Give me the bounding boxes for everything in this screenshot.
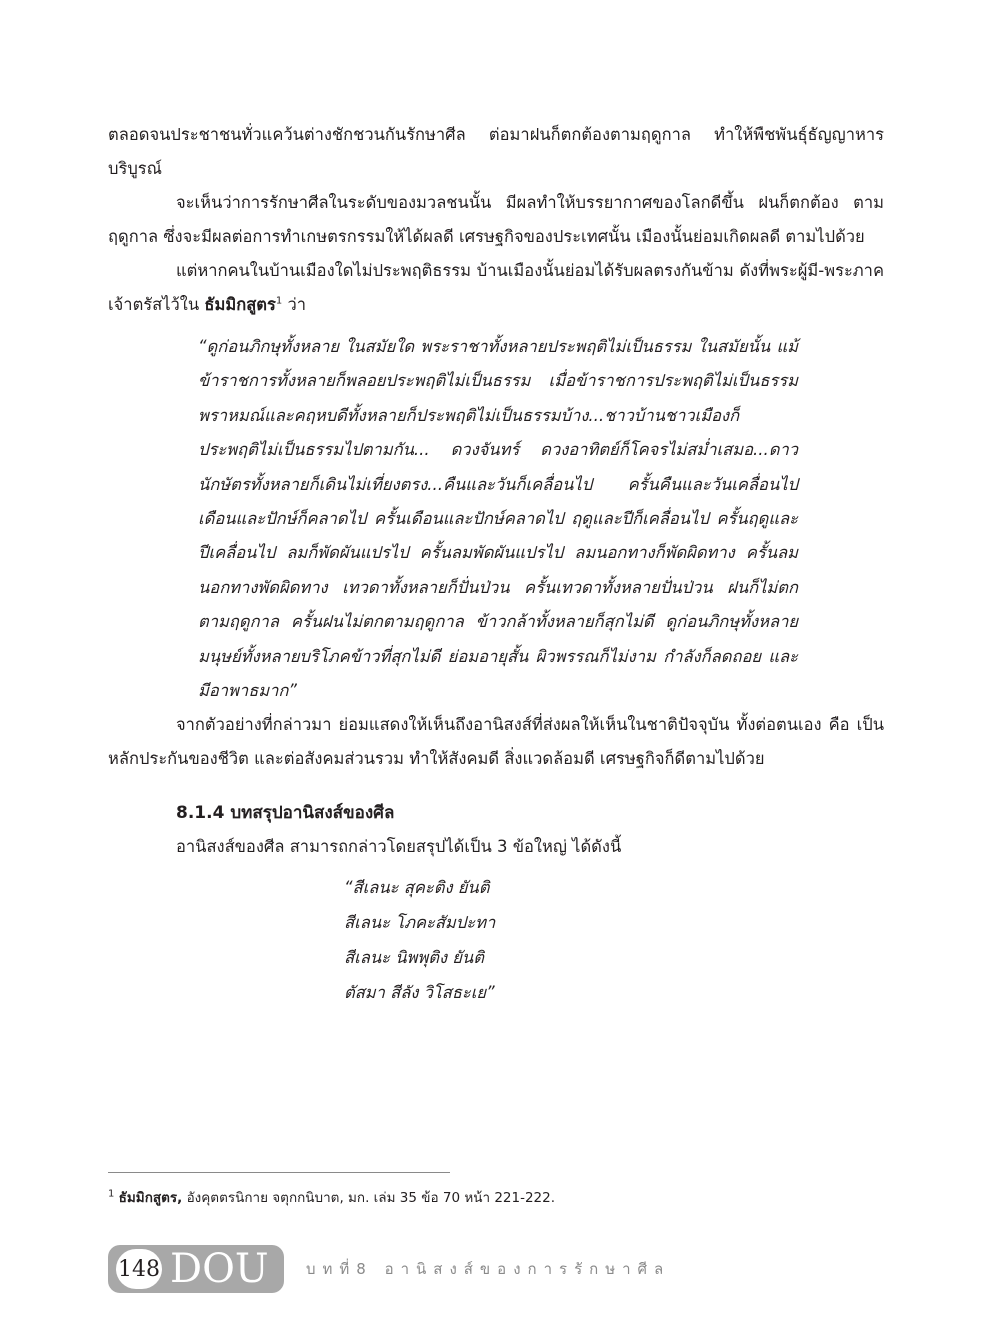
paragraph-3: [108, 254, 884, 322]
footnote-text: อังคุตตรนิกาย จตุกกนิบาต, มก. เล่ม 35 ข้อ 70 หน้า 221-222.: [182, 1190, 556, 1206]
chapter-title: บทที่8 อานิสงส์ของการรักษาศีล: [306, 1260, 671, 1278]
footnote-marker[interactable]: 1: [275, 295, 283, 307]
paragraph-5: อานิสงส์ของศีล สามารถกล่าวโดยสรุปได้เป็น 3 ข้อใหญ่ ได้ดังนี้: [176, 837, 622, 857]
section-number: 8.1.4: [176, 803, 225, 824]
quote-text: “ดูก่อนภิกษุทั้งหลาย ในสมัยใด พระราชาทั้งหลายประพฤติไม่เป็นธรรม ในสมัยนั้น แม้ข้าราชการทั้งหลายก็พลอยประพฤติไม่เป็นธรรม เมื่อข้าราชการประพฤติไม่เป็นธรรม พราหมณ์และคฤหบดีทั้งหลายก็ประพฤติไม่เป็นธรรมบ้าง...ชาวบ้านชาวเมืองก็ประพฤติไม่เป็นธรรมไปตามกัน... ดวงจันทร์ ดวงอาทิตย์ก็โคจรไม่สม่ำเสมอ...ดาวนักษัตรทั้งหลายก็เดินไม่เที่ยงตรง...คืนและวันก็เคลื่อนไป ครั้นคืนและวันเคลื่อนไป เดือนและปักษ์ก็คลาดไป ครั้นเดือนและปักษ์คลาดไป ฤดูและปีก็เคลื่อนไป ครั้นฤดูและปีเคลื่อนไป ลมก็พัดผันแปรไป ครั้นลมพัดผันแปรไป ลมนอกทางก็พัดผิดทาง ครั้นลมนอกทางพัดผิดทาง เทวดาทั้งหลายก็ปั่นป่วน ครั้นเทวดาทั้งหลายปั่นป่วน ฝนก็ไม่ตกตามฤดูกาล ครั้นฝนไม่ตกตามฤดูกาล ข้าวกล้าทั้งหลายก็สุกไม่ดี ดูก่อนภิกษุทั้งหลาย มนุษย์ทั้งหลายบริโภคข้าวที่สุกไม่ดี ย่อมอายุสั้น ผิวพรรณก็ไม่งาม กำลังก็ลดถอย และมีอาพาธมาก”: [198, 337, 798, 701]
verse-line: “สีเลนะ สุคะติง ยันติ: [344, 878, 490, 898]
page-footer: [108, 1242, 670, 1296]
footnote-divider: [108, 1172, 450, 1173]
paragraph-3-tail: ว่า: [282, 295, 306, 314]
section-title: บทสรุปอานิสงส์ของศีล: [230, 803, 395, 824]
paragraph-1: ตลอดจนประชาชนทั่วแคว้นต่างชักชวนกันรักษาศีล ต่อมาฝนก็ตกต้องตามฤดูกาล ทำให้พืชพันธุ์ธัญญาหารบริบูรณ์: [108, 125, 884, 178]
page-number: 148: [116, 1249, 162, 1289]
footnote: [108, 1188, 555, 1208]
dou-logo: DOU: [170, 1246, 269, 1292]
footnote-reference: ธัมมิกสูตร,: [118, 1190, 183, 1206]
verse-line: สีเลนะ นิพพุติง ยันติ: [344, 948, 484, 968]
verse-line: ตัสมา สีลัง วิโสธะเย”: [344, 983, 495, 1003]
page-badge: [108, 1245, 284, 1293]
paragraph-3-text: แต่หากคนในบ้านเมืองใดไม่ประพฤติธรรม บ้านเมืองนั้นย่อมได้รับผลตรงกันข้าม ดังที่พระผู้มี-พระภาคเจ้าตรัสไว้ใน: [108, 261, 884, 314]
section-heading: [108, 796, 884, 830]
sutta-reference: ธัมมิกสูตร: [204, 295, 276, 314]
page-body: [108, 118, 884, 1010]
sutta-quote: [198, 330, 798, 708]
paragraph-2: จะเห็นว่าการรักษาศีลในระดับของมวลชนนั้น มีผลทำให้บรรยากาศของโลกดีขึ้น ฝนก็ตกต้อง ตามฤดูกาล ซึ่งจะมีผลต่อการทำเกษตรกรรมให้ได้ผลดี เศรษฐกิจของประเทศนั้น เมืองนั้นย่อมเกิดผลดี ตามไปด้วย: [108, 193, 884, 246]
verse-line: สีเลนะ โภคะสัมปะทา: [344, 913, 496, 933]
footnote-number: 1: [108, 1188, 115, 1200]
pali-verse: [344, 870, 884, 1010]
paragraph-4: จากตัวอย่างที่กล่าวมา ย่อมแสดงให้เห็นถึงอานิสงส์ที่ส่งผลให้เห็นในชาติปัจจุบัน ทั้งต่อตนเอง คือ เป็นหลักประกันของชีวิต และต่อสังคมส่วนรวม ทำให้สังคมดี สิ่งแวดล้อมดี เศรษฐกิจก็ดีตามไปด้วย: [108, 715, 884, 769]
